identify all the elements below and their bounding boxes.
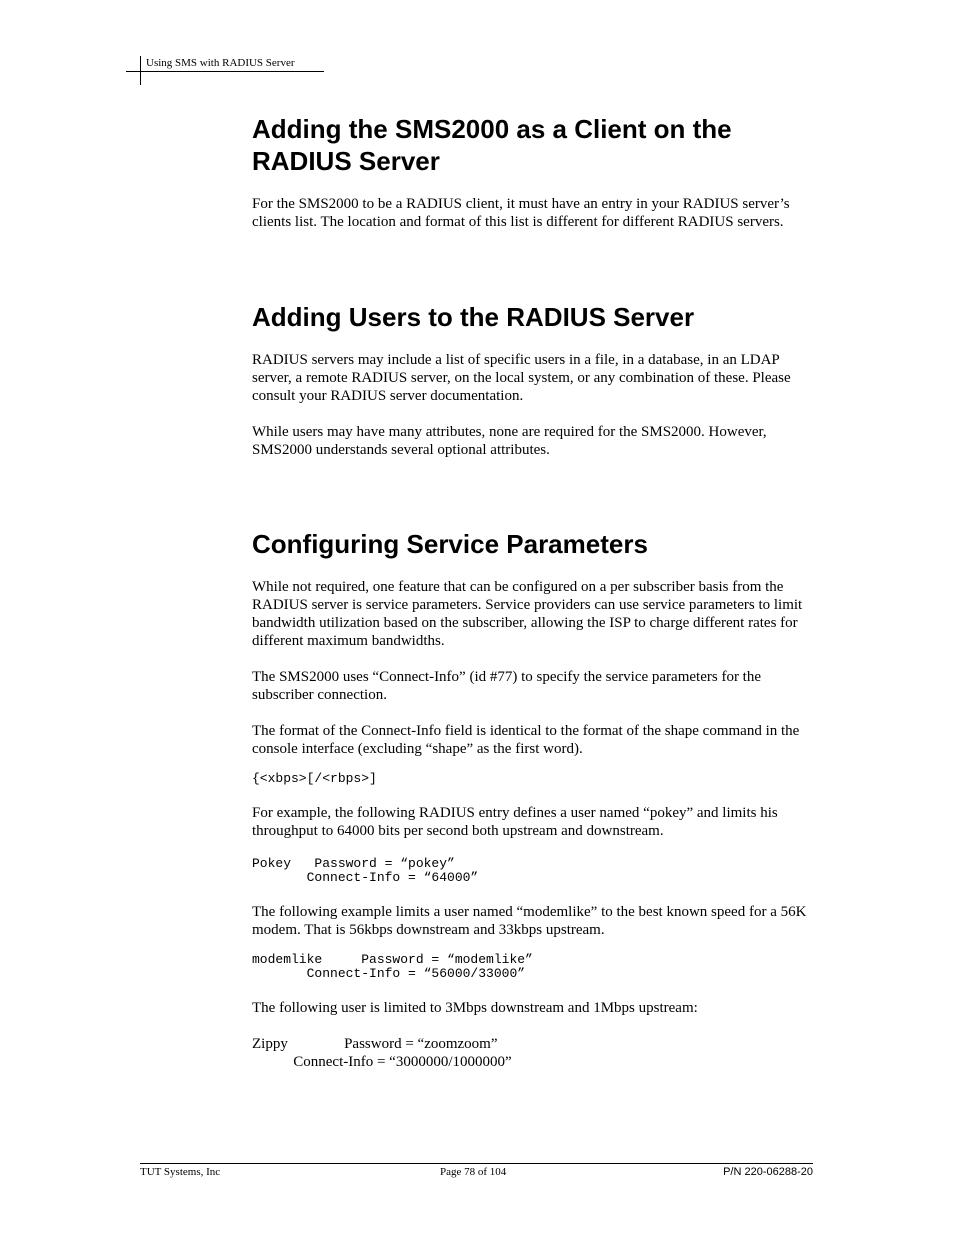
paragraph-pokey-example: For example, the following RADIUS entry defines a user named “pokey” and limits his throughput to 64000 bits per second both upstream and downstream. [252, 805, 778, 839]
footer-company: TUT Systems, Inc [140, 1166, 221, 1178]
paragraph-user-lists: RADIUS servers may include a list of specific users in a file, in a database, in an LDAP server, a remote RADIUS server, on the local system, or any combination of these. Please consult your RADIUS server documentation. [252, 352, 791, 404]
footer-page-number: Page 78 of 104 [440, 1166, 507, 1178]
paragraph-zippy-example: The following user is limited to 3Mbps downstream and 1Mbps upstream: [252, 1000, 698, 1016]
heading-adding-client: Adding the SMS2000 as a Client on the RADIUS Server [252, 114, 732, 176]
header-crop-mark [140, 56, 141, 85]
paragraph-service-intro: While not required, one feature that can be configured on a per subscriber basis from the RADIUS server is service parameters. Service providers can use service parameters to limit bandwidth utilization based on the subscriber, allowing the ISP to charge different rates for different maximum bandwidths. [252, 579, 803, 649]
code-zippy-entry: Zippy Password = “zoomzoom” Connect-Info = “3000000/1000000” [252, 1036, 512, 1070]
heading-service-parameters: Configuring Service Parameters [252, 529, 648, 559]
code-pokey-entry: Pokey Password = “pokey” Connect-Info = “64000” [252, 856, 479, 885]
header-rule [126, 71, 324, 72]
paragraph-client-entry: For the SMS2000 to be a RADIUS client, it must have an entry in your RADIUS server’s clients list. The location and format of this list is different for different RADIUS servers. [252, 196, 790, 230]
footer-part-number: P/N 220-06288-20 [723, 1166, 813, 1178]
footer-rule [140, 1163, 813, 1164]
running-header: Using SMS with RADIUS Server [146, 57, 295, 69]
paragraph-modemlike-example: The following example limits a user named “modemlike” to the best known speed for a 56K modem. That is 56kbps downstream and 33kbps upstream. [252, 904, 807, 938]
code-shape-syntax: {<xbps>[/<rbps>] [252, 771, 377, 786]
paragraph-connect-info: The SMS2000 uses “Connect-Info” (id #77) to specify the service parameters for the subscriber connection. [252, 669, 762, 703]
paragraph-format: The format of the Connect-Info field is identical to the format of the shape command in the console interface (excluding “shape” as the first word). [252, 723, 800, 757]
code-modemlike-entry: modemlike Password = “modemlike” Connect-Info = “56000/33000” [252, 952, 533, 981]
paragraph-user-attributes: While users may have many attributes, none are required for the SMS2000. However, SMS2000 understands several optional attributes. [252, 424, 767, 458]
heading-adding-users: Adding Users to the RADIUS Server [252, 302, 695, 332]
